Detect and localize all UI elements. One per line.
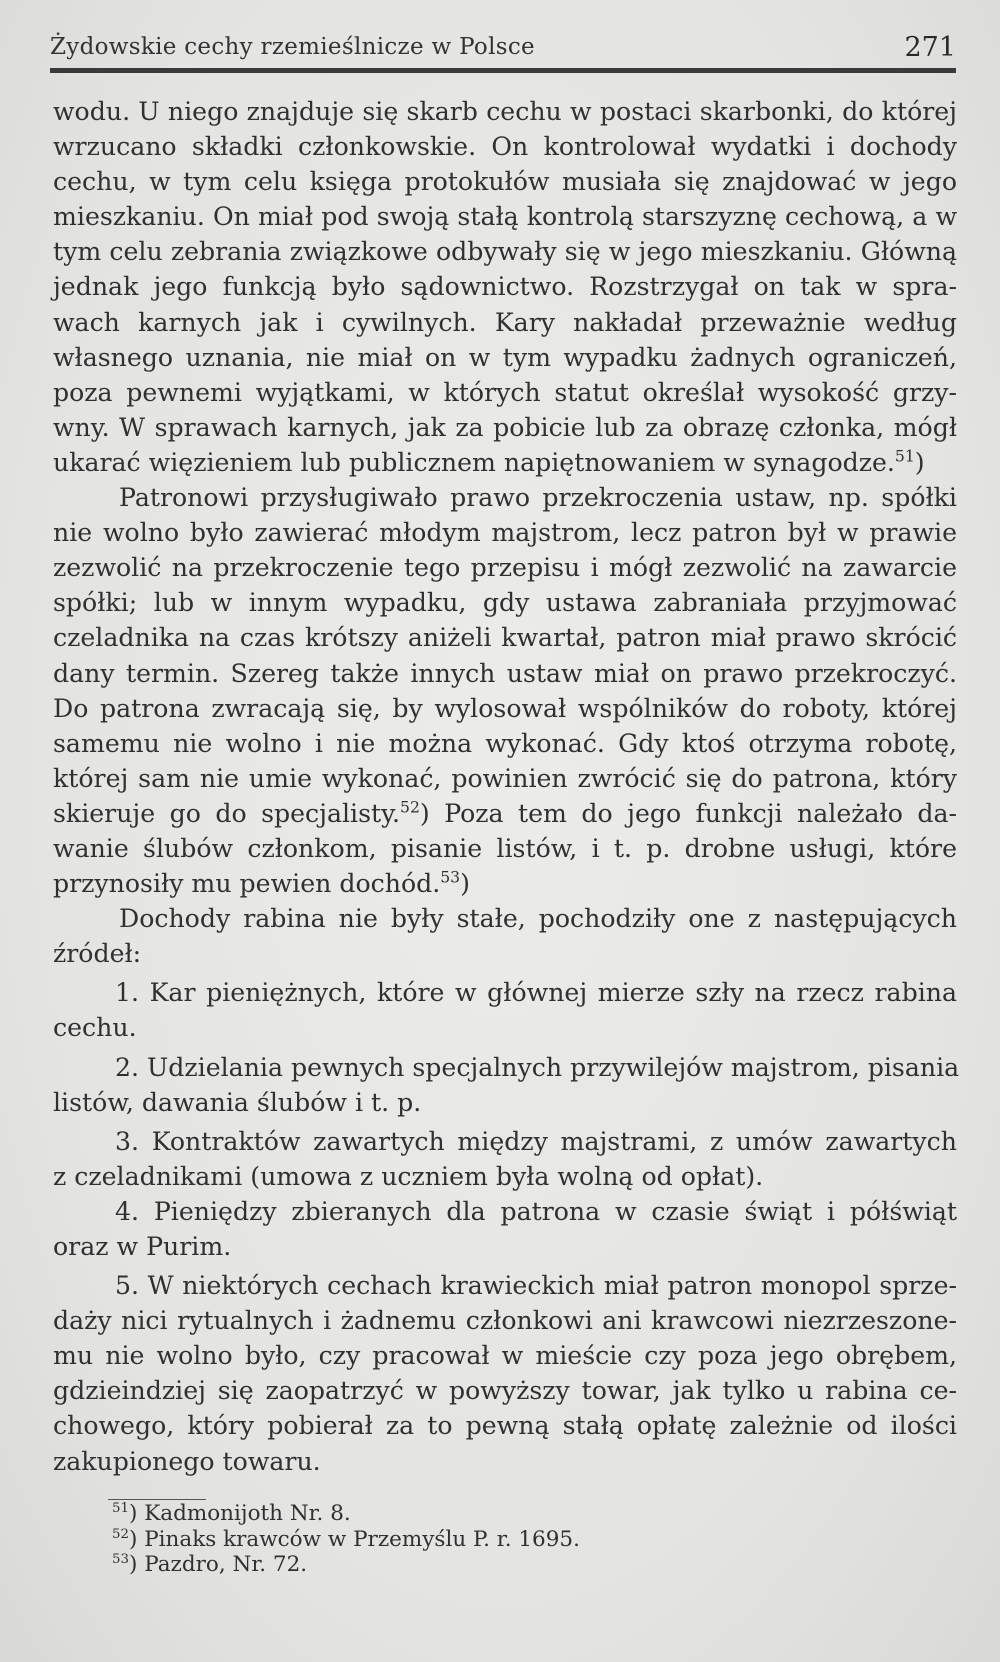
footnote-ref: 52 bbox=[400, 798, 420, 817]
paragraph-first-line: Patronowi przysługiwało prawo przekroczenia ustaw, np. spółki bbox=[119, 483, 957, 513]
list-item-5-line: 5. W niektórych cechach krawieckich miał patron monopol sprze- bbox=[115, 1271, 957, 1301]
text-line: zezwolić na przekroczenie tego przepisu i mógł zezwolić na zawarcie bbox=[53, 553, 957, 583]
text-line: skieruje go do specjalisty.$^{52}$) Poza tem do jego funkcji należało da- bbox=[53, 798, 957, 828]
text-line: jednak jego funkcją było sądownictwo. Rozstrzygał on tak w spra- bbox=[53, 272, 957, 302]
text-line: spółki; lub w innym wypadku, gdy ustawa zabraniała przyjmować bbox=[53, 588, 957, 618]
footnote: $^{52}$) Pinaks krawców w Przemyślu P. r. 1695. bbox=[112, 1526, 580, 1552]
footnote: $^{51}$) Kadmonijoth Nr. 8. bbox=[112, 1500, 351, 1526]
list-item-5-line: chowego, który pobierał za to pewną stałą opłatę zależnie od ilości bbox=[53, 1411, 957, 1441]
text-line: ukarać więzieniem lub publicznem napiętnowaniem w synagodze.$^{51}$) bbox=[53, 447, 925, 477]
text-line-tail: Poza tem do jego funkcji należało da- bbox=[444, 798, 957, 828]
list-item-3-line: z czeladnikami (umowa z uczniem była wolną od opłat). bbox=[53, 1161, 764, 1191]
footnote-ref: 51 bbox=[894, 447, 915, 466]
list-item-5-line: daży nici rytualnych i żadnemu członkowi ani krawcowi niezrzeszone- bbox=[53, 1306, 957, 1336]
list-item-2-line: 2. Udzielania pewnych specjalnych przywilejów majstrom, pisania bbox=[115, 1052, 960, 1082]
text-line: wach karnych jak i cywilnych. Kary nakładał przeważnie według bbox=[53, 307, 957, 337]
text-line: nie wolno było zawierać młodym majstrom, lecz patron był w prawie bbox=[53, 518, 957, 548]
text-line: Do patrona zwracają się, by wylosował wspólników do roboty, której bbox=[53, 693, 957, 723]
text-line: tym celu zebrania związkowe odbywały się w jego mieszkaniu. Główną bbox=[53, 237, 957, 267]
text-line-content: przynosiły mu pewien dochód. bbox=[53, 869, 441, 899]
main-text bbox=[53, 94, 960, 1479]
text-line: wanie ślubów członkom, pisanie listów, i t. p. drobne usługi, które bbox=[53, 833, 957, 863]
list-item-3-line: 3. Kontraktów zawartych między majstrami, z umów zawartych bbox=[115, 1126, 957, 1156]
text-line: przynosiły mu pewien dochód.$^{53}$) bbox=[53, 868, 470, 899]
list-item-1-line: 1. Kar pieniężnych, które w głównej mierze szły na rzecz rabina bbox=[115, 978, 957, 1008]
footnote-number: 53 bbox=[112, 1551, 129, 1567]
header-rule bbox=[50, 68, 956, 73]
text-line: której sam nie umie wykonać, powinien zwrócić się do patrona, który bbox=[53, 763, 957, 793]
page-number: 271 bbox=[904, 32, 956, 63]
text-line: samemu nie wolno i nie można wykonać. Gdy ktoś otrzyma robotę, bbox=[53, 728, 957, 758]
paragraph-first-line: Dochody rabina nie były stałe, pochodziły one z następujących bbox=[119, 904, 957, 934]
text-line-content: ukarać więzieniem lub publicznem napiętnowaniem w synagodze. bbox=[53, 447, 895, 477]
list-item-5-line: mu nie wolno było, czy pracował w mieście czy poza jego obrębem, bbox=[53, 1341, 957, 1371]
list-item-1-line: cechu. bbox=[53, 1013, 137, 1043]
footnote-number: 52 bbox=[112, 1526, 129, 1542]
running-title: Żydowskie cechy rzemieślnicze w Polsce bbox=[50, 34, 535, 60]
text-line: źródeł: bbox=[53, 939, 142, 969]
running-header bbox=[50, 32, 956, 68]
text-line: czeladnika na czas krótszy aniżeli kwartał, patron miał prawo skrócić bbox=[53, 623, 957, 653]
footnote-text: Pinaks krawców w Przemyślu P. r. 1695. bbox=[144, 1526, 580, 1552]
text-line: cechu, w tym celu księga protokułów musiała się znajdować w jego bbox=[53, 167, 957, 197]
text-line: wny. W sprawach karnych, jak za pobicie lub za obrazę członka, mógł bbox=[53, 412, 957, 442]
text-line: mieszkaniu. On miał pod swoją stałą kontrolą starszyznę cechową, a w bbox=[53, 202, 957, 232]
text-line-content: skieruje go do specjalisty. bbox=[53, 798, 401, 828]
text-line: wrzucano składki członkowskie. On kontrolował wydatki i dochody bbox=[53, 132, 957, 162]
footnote-rule bbox=[108, 1499, 206, 1500]
list-item-5-line: zakupionego towaru. bbox=[53, 1446, 321, 1476]
text-line: wodu. U niego znajduje się skarb cechu w postaci skarbonki, do której bbox=[53, 97, 957, 126]
footnote: $^{53}$) Pazdro, Nr. 72. bbox=[112, 1551, 308, 1577]
text-line: własnego uznania, nie miał on w tym wypadku żadnych ograniczeń, bbox=[53, 342, 957, 372]
footnote-ref: 53 bbox=[440, 868, 461, 887]
text-line: poza pewnemi wyjątkami, w których statut określał wysokość grzy- bbox=[53, 377, 957, 407]
footnotes bbox=[112, 1501, 580, 1578]
list-item-4-line: 4. Pieniędzy zbieranych dla patrona w czasie świąt i półświąt bbox=[115, 1196, 957, 1226]
footnote-text: Pazdro, Nr. 72. bbox=[144, 1552, 308, 1577]
list-item-5-line: gdzieindziej się zaopatrzyć w powyższy towar, jak tylko u rabina ce- bbox=[53, 1376, 957, 1406]
list-item-2-line: listów, dawania ślubów i t. p. bbox=[53, 1087, 422, 1117]
list-item-4-line: oraz w Purim. bbox=[53, 1232, 232, 1261]
footnote-number: 51 bbox=[112, 1500, 129, 1516]
text-line: dany termin. Szereg także innych ustaw miał on prawo przekroczyć. bbox=[53, 658, 957, 688]
footnote-text: Kadmonijoth Nr. 8. bbox=[144, 1501, 351, 1526]
